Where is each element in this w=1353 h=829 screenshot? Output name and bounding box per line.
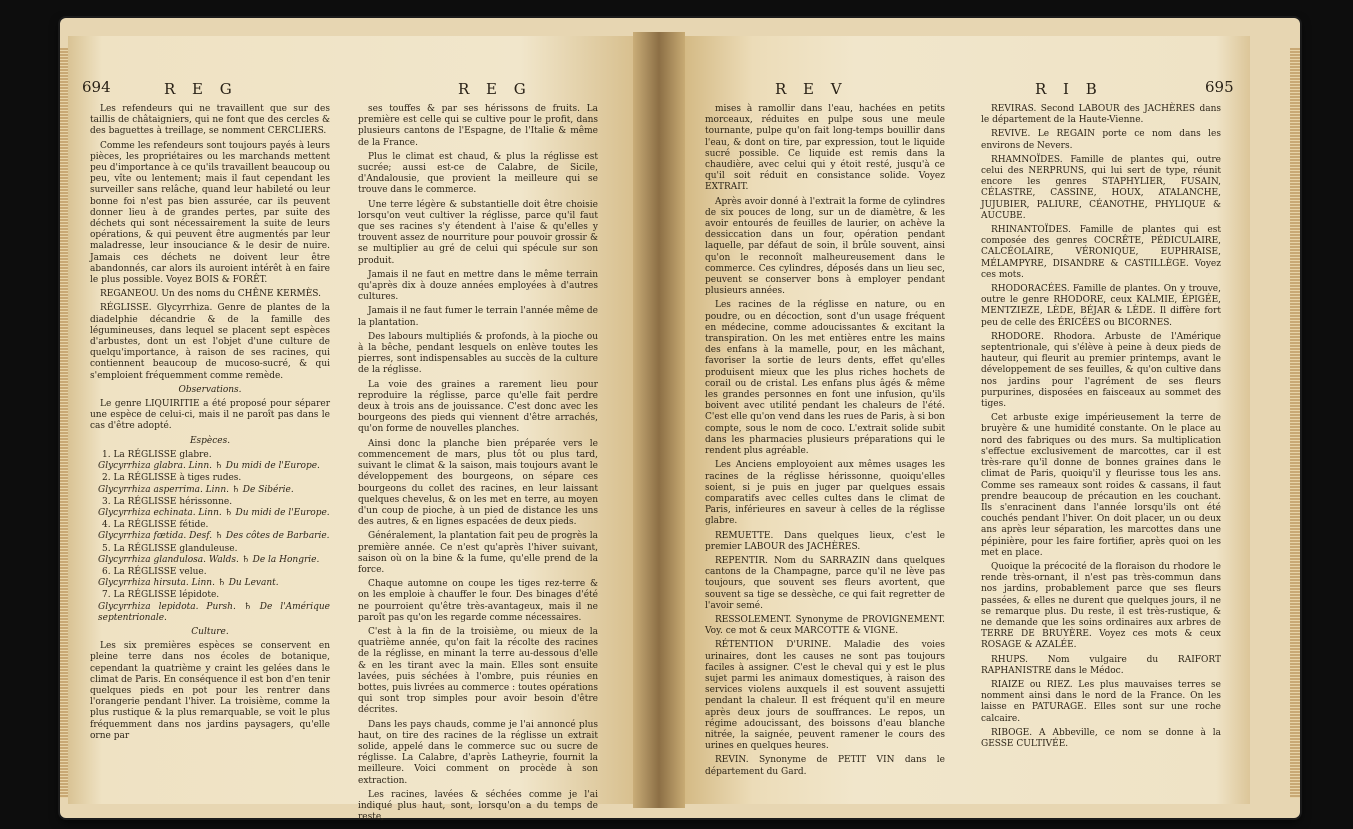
paragraph: Quoique la précocité de la floraison du rhodore le rende très-ornant, il n'est pas très-commun dans nos jardins, probablement parce que ses fleurs passées, & elles ne durent que quelques jours, il ne se remarque plus. Du reste, il est très-rustique, & ne demande que les soins ordinaires aux arbres de TERRE DE BRUYÈRE. Voyez ces mots & ceux ROSAGE & AZALÉE. bbox=[981, 561, 1221, 651]
paragraph: REVIRAS. Second LABOUR des JACHÈRES dans le département de la Haute-Vienne. bbox=[981, 104, 1221, 126]
paragraph: RHODORE. Rhodora. Arbuste de l'Amérique septentrionale, qui s'élève à peine à deux pieds de hauteur, qui fleurit au premier printemps, avant le développement de ses feuilles, & qu'on cultive dans nos jardins pour l'agrément de ses fleurs purpurines, disposées en faisceaux au sommet des tiges. bbox=[981, 331, 1221, 410]
paragraph: Glycyrrhiza echinata. Linn. ♄ Du midi de l'Europe. bbox=[98, 507, 330, 518]
paragraph: 3. La RÉGLISSE hérissonne. bbox=[102, 496, 233, 507]
paragraph: 4. La RÉGLISSE fétide. bbox=[102, 520, 209, 531]
page-edges-right bbox=[1290, 48, 1300, 798]
paragraph: ses touffes & par ses hérissons de fruits. La première est celle qui se cultive pour le profit, dans plusieurs cantons de l'Espagne, de l'Italie & même de la France. bbox=[358, 104, 598, 148]
paragraph: Culture. bbox=[191, 626, 229, 637]
paragraph: mises à ramollir dans l'eau, hachées en petits morceaux, réduites en pulpe sous une meule tournante, pulpe qu'on fait long-temps bouillir dans l'eau, & dont on tire, par expression, tout le liquide sucré possible. Ce liquide est remis dans la chaudière, avec celui qui y étoit resté, jusqu'à ce qu'il soit réduit en consistance solide. Voyez EXTRAIT. bbox=[705, 104, 945, 193]
paragraph: Cet arbuste exige impérieusement la terre de bruyère & une humidité constante. On le place au nord des fabriques ou des murs. Sa multiplication s'effectue exclusivement de marcottes, car il est très-rare qu'il donne de bonnes graines dans le climat de Paris, quoiqu'il y fleurisse tous les ans. Comme ses rameaux sont roides & cassans, il faut prendre beaucoup de précaution en les couchant. Ils s'enracinent dans l'année lorsqu'ils ont été couchés pendant l'hiver. On doit placer, un ou deux ans après leur séparation, les marcottes dans une pépinière, pour les faire fortifier, après quoi on les met en place. bbox=[981, 413, 1221, 558]
paragraph: La voie des graines a rarement lieu pour reproduire la réglisse, parce qu'elle fait perdre deux à trois ans de jouissance. C'est donc avec les bourgeons des pieds qui viennent d'être arrachés, qu'on forme de nouvelles planches. bbox=[358, 379, 598, 435]
left-page-column-2 bbox=[358, 104, 598, 826]
paragraph: REGANEOU. Un des noms du CHÊNE KERMÈS. bbox=[100, 289, 321, 300]
paragraph: Glycyrrhiza glabra. Linn. ♄ Du midi de l'Europe. bbox=[98, 461, 320, 472]
paragraph: 1. La RÉGLISSE glabre. bbox=[102, 449, 212, 460]
paragraph: RHINANTOÏDES. Famille de plantes qui est composée des genres COCRÊTE, PÉDICULAIRE, CALCÉOLAIRE, VÉRONIQUE, EUPHRAISE, MÉLAMPYRE, DISANDRE & CASTILLÈGE. Voyez ces mots. bbox=[981, 225, 1221, 280]
paragraph: Glycyrrhiza hirsuta. Linn. ♄ Du Levant. bbox=[98, 578, 279, 589]
paragraph: Glycyrrhiza fœtida. Desf. ♄ Des côtes de Barbarie. bbox=[98, 531, 330, 542]
paragraph: Comme les refendeurs sont toujours payés à leurs pièces, les propriétaires ou les marchands mettent peu d'importance à ce qu'ils travaillent beaucoup ou peu, vîte ou lentement; mais il faut cependant les surveiller sans relâche, quand leur habileté ou leur bonne foi n'est pas bien assurée, car ils peuvent donner lieu à de grandes pertes, par suite des déchets qui sont nécessairement la suite de leurs opérations, & qui peuvent être augmentés par leur maladresse, leur insouciance & le desir de nuire. Jamais ces déchets ne doivent leur être abandonnés, car alors ils auroient intérêt à en faire le plus possible. Voyez BOIS & FORÊT. bbox=[90, 140, 330, 286]
paragraph: Plus le climat est chaud, & plus la réglisse est sucrée; aussi est-ce de Calabre, de Sicile, d'Andalousie, que provient la meilleure qui se trouve dans le commerce. bbox=[358, 151, 598, 196]
paragraph: Jamais il ne faut en mettre dans le même terrain qu'après dix à douze années employées à d'autres cultures. bbox=[358, 269, 598, 303]
right-page-column-2 bbox=[981, 104, 1221, 753]
paragraph: Les refendeurs qui ne travaillent que sur des taillis de châtaigniers, qui ne font que des cercles & des baguettes à treillage, se nomment CERCLIERS. bbox=[90, 104, 330, 137]
paragraph: Des labours multipliés & profonds, à la pioche ou à la bêche, pendant lesquels on enlève toutes les pierres, sont indispensables au succès de la culture de la réglisse. bbox=[358, 331, 598, 376]
paragraph: 2. La RÉGLISSE à tiges rudes. bbox=[102, 473, 242, 484]
paragraph: RESSOLEMENT. Synonyme de PROVIGNEMENT. Voy. ce mot & ceux MARCOTTE & VIGNE. bbox=[705, 614, 945, 637]
right-page bbox=[685, 36, 1250, 804]
paragraph: REVIVE. Le REGAIN porte ce nom dans les environs de Nevers. bbox=[981, 129, 1221, 151]
paragraph: REMUETTE. Dans quelques lieux, c'est le premier LABOUR des JACHÈRES. bbox=[705, 530, 945, 552]
running-head-left-2: R E G bbox=[458, 80, 532, 98]
paragraph: Le genre LIQUIRITIE a été proposé pour séparer une espèce de celui-ci, mais il ne paroît pas dans le cas d'être adopté. bbox=[90, 399, 330, 432]
running-head-right-1: R E V bbox=[775, 80, 848, 98]
page-number-left: 694 bbox=[82, 78, 111, 96]
paragraph: Une terre légère & substantielle doit être choisie lorsqu'on veut cultiver la réglisse, parce qu'il faut que ses racines s'y étendent à l'aise & qu'elles y trouvent assez de nourriture pour pouvoir grossir & se multiplier au gré de celui qui spécule sur son produit. bbox=[358, 199, 598, 266]
page-edges-left bbox=[60, 48, 68, 798]
left-page bbox=[68, 36, 633, 823]
book-gutter bbox=[633, 32, 685, 808]
paragraph: Ainsi donc la planche bien préparée vers le commencement de mars, plus tôt ou plus tard, suivant le climat & la saison, mais toujours avant le développement des bourgeons, on sépare ces bourgeons du collet des racines, en leur laissant quelques chevelus, & on les met en terre, au moyen d'un coup de pioche, à un pied de distance les uns des autres, & en lignes espacées de deux pieds. bbox=[358, 438, 598, 528]
paragraph: RIBOGE. A Abbeville, ce nom se donne à la GESSE CULTIVÉE. bbox=[981, 727, 1221, 749]
paragraph: RHODORACÉES. Famille de plantes. On y trouve, outre le genre RHODORE, ceux KALMIE, ÉPIGÉE, MENTZIEZE, LÈDE, BÉJAR & LÈDE. Il diffère fort peu de celle des ÉRICÉES ou BICORNES. bbox=[981, 284, 1221, 328]
paragraph: Glycyrrhiza glandulosa. Walds. ♄ De la Hongrie. bbox=[98, 554, 320, 565]
open-book bbox=[60, 18, 1300, 823]
paragraph: 6. La RÉGLISSE velue. bbox=[102, 566, 207, 577]
paragraph: Jamais il ne faut fumer le terrain l'année même de la plantation. bbox=[358, 306, 598, 328]
paragraph: Chaque automne on coupe les tiges rez-terre & on les emploie à chauffer le four. Des binages d'été ne pourroient qu'être très-avantageux, mais il ne paroît pas qu'on les regarde comme nécessaires. bbox=[358, 579, 598, 623]
paragraph: Après avoir donné à l'extrait la forme de cylindres de six pouces de long, sur un de diamètre, & les avoir entourés de feuilles de laurier, on achève la dessiccation dans un four, opération pendant laquelle, par défaut de soin, il brûle souvent, ainsi qu'on le reconnoît malheureusement dans le commerce. Ces cylindres, déposés dans un lieu sec, peuvent se conserver bons à employer pendant plusieurs années. bbox=[705, 196, 945, 297]
paragraph: Les Anciens employoient aux mêmes usages les racines de la réglisse hérissonne, quoiqu'elles soient, si je puis en juger par quelques essais comparatifs avec celles cultes dans le climat de Paris, inférieures en saveur à celles de la réglisse glabre. bbox=[705, 460, 945, 527]
paragraph: Les six premières espèces se conservent en pleine terre dans nos écoles de botanique, cependant la quatrième y craint les gelées dans le climat de Paris. En conséquence il est bon d'en tenir quelques pieds en pot pour les rentrer dans l'orangerie pendant l'hiver. La troisième, comme la plus rustique & la plus remarquable, se voit le plus fréquemment dans nos jardins paysagers, qu'elle orne par bbox=[90, 641, 331, 741]
paragraph: C'est à la fin de la troisième, ou mieux de la quatrième année, qu'on fait la récolte des racines de la réglisse, en minant la terre au-dessous d'elle & en les tirant avec la main. Elles sont ensuite lavées, puis séchées à l'ombre, puis réunies en bottes, puis livrées au commerce : toutes opérations qui sont trop simples pour avoir besoin d'être décrites. bbox=[358, 626, 598, 716]
paragraph: 5. La RÉGLISSE glanduleuse. bbox=[102, 543, 238, 554]
paragraph: Les racines de la réglisse en nature, ou en poudre, ou en décoction, sont d'un usage fréquent en médecine, comme adoucissantes & excitant la transpiration. On les met entières entre les mains des enfans à la mamelle, pour, en les mâchant, favoriser la sortie de leurs dents, effet qu'elles produisent mieux que les plus riches hochets de corail ou de cristal. Les enfans plus âgés & même les grandes personnes en font une infusion, qu'ils boivent avec utilité pendant les chaleurs de l'été. C'est elle qu'on vend dans les rues de Paris, à si bon compte, sous le nom de coco. L'extrait solide subit dans les pharmacies plusieurs préparations qui le rendent plus agréable. bbox=[705, 300, 945, 457]
page-number-right: 695 bbox=[1205, 78, 1234, 96]
paragraph: Dans les pays chauds, comme je l'ai annoncé plus haut, on tire des racines de la réglisse un extrait solide, appelé dans le commerce suc ou sucre de réglisse. La Calabre, d'après Latheyrie, fournit la meilleure. Voici comment on procède à son extraction. bbox=[358, 719, 598, 786]
paragraph: REPENTIR. Nom du SARRAZIN dans quelques cantons de la Champagne, parce qu'il ne lève pas toujours, que souvent ses fleurs avortent, que souvent sa tige se dessèche, ce qui fait regretter de l'avoir semé. bbox=[705, 555, 945, 611]
paragraph: REVIN. Synonyme de PETIT VIN dans le département du Gard. bbox=[705, 755, 945, 777]
paragraph: Généralement, la plantation fait peu de progrès la première année. Ce n'est qu'après l'hiver suivant, saison où on la bine & la fume, qu'elle prend de la force. bbox=[358, 531, 598, 575]
running-head-left-1: R E G bbox=[164, 80, 238, 98]
paragraph: RHUPS. Nom vulgaire du RAIFORT RAPHANISTRE dans le Médoc. bbox=[981, 654, 1221, 676]
running-head-right-2: R I B bbox=[1035, 80, 1103, 98]
left-page-column-1 bbox=[90, 104, 330, 745]
paragraph: 7. La RÉGLISSE lépidote. bbox=[102, 590, 220, 601]
paragraph: RIAIZE ou RIEZ. Les plus mauvaises terres se nomment ainsi dans le nord de la France. On les laisse en PATURAGE. Elles sont sur une roche calcaire. bbox=[981, 679, 1221, 724]
right-page-column-1 bbox=[705, 104, 945, 781]
paragraph: Observations. bbox=[178, 384, 242, 395]
paragraph: RÉTENTION D'URINE. Maladie des voies urinaires, dont les causes ne sont pas toujours faciles à assigner. C'est le cheval qui y est le plus sujet parmi les animaux domestiques, à raison des services violens auxquels il est souvent assujetti pendant la chaleur. Il est fréquent qu'il en meure après deux jours de souffrances. Le repos, un régime adoucissant, des boissons d'eau blanche nitrée, la saignée, peuvent ramener le cours des urines en quelques heures. bbox=[705, 640, 945, 752]
paragraph: Espèces. bbox=[189, 435, 231, 446]
paragraph: RÉGLISSE. Glycyrrhiza. Genre de plantes de la diadelphie décandrie & de la famille des légumineuses, dans lequel se placent sept espèces d'arbustes, dont un est l'objet d'une culture de quelqu'importance, à raison de ses racines, qui contiennent beaucoup de mucoso-sucré, & qui s'emploient fréquemment comme remède. bbox=[90, 303, 330, 381]
paragraph: Glycyrrhiza lepidota. Pursh. ♄ De l'Amérique septentrionale. bbox=[98, 601, 330, 623]
paragraph: RHAMNOÏDES. Famille de plantes qui, outre celui des NERPRUNS, qui lui sert de type, réunit encore les genres STAPHYLIER, FUSAIN, CÉLASTRE, CASSINE, HOUX, ATALANCHE, JUJUBIER, PALIURE, CÉANOTHE, PHYLIQUE & AUCUBE. bbox=[981, 154, 1221, 221]
paragraph: Les racines, lavées & séchées comme je l'ai indiqué plus haut, sont, lorsqu'on a du temps de reste, bbox=[358, 789, 598, 823]
paragraph: Glycyrrhiza asperrima. Linn. ♄ De Sibérie. bbox=[98, 484, 294, 495]
